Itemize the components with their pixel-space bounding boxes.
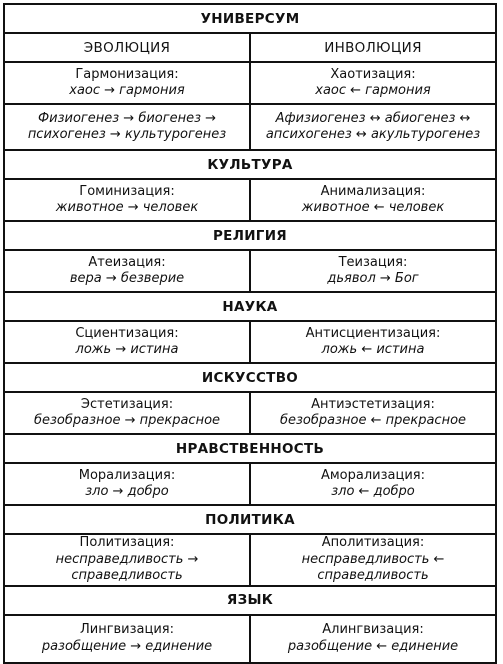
expression: зло ← добро [331,484,415,499]
cell-left [4,250,250,292]
expression: апсихогенез ↔ акультурогенез [265,127,481,142]
cell-right [250,615,496,663]
term: Лингвизация: [79,622,175,637]
term: Сциентизация: [75,325,179,341]
term: Хаотизация: [330,66,416,82]
cell-physiogenesis-chain [4,104,250,150]
term: Теизация: [338,254,408,270]
expression: безобразное ← прекрасное [279,413,467,428]
section-header-science: НАУКА [4,292,496,321]
term: Гармонизация: [75,66,179,82]
term: Атеизация: [88,254,166,270]
cell-left [4,392,250,434]
expression: безобразное → прекрасное [33,413,221,428]
expression: хаос → гармония [69,83,185,98]
section-header-universum: УНИВЕРСУМ [4,4,496,33]
section-header-religion: РЕЛИГИЯ [4,221,496,250]
section-header-morality: НРАВСТВЕННОСТЬ [4,434,496,463]
cell-left [4,321,250,363]
expression: ложь ← истина [321,342,425,357]
expression: животное → человек [55,200,199,215]
table [3,3,497,664]
cell-right [250,534,496,586]
evolution-involution-table [3,3,497,654]
cell-right [250,179,496,221]
expression: вера → безверие [69,271,185,286]
expression: хаос ← гармония [315,83,431,98]
cell-left [4,534,250,586]
expression: дьявол → Бог [327,271,419,286]
term: Аморализация: [320,467,425,483]
column-header-involution: ИНВОЛЮЦИЯ [250,33,496,62]
expression: разобщение ← единение [287,638,459,654]
expression: несправедливость → [55,551,199,567]
cell-right [250,463,496,505]
term: Аполитизация: [321,535,425,550]
cell-left [4,615,250,663]
expression: зло → добро [85,484,169,499]
section-header-culture: КУЛЬТУРА [4,150,496,179]
cell-chaotization [250,62,496,104]
column-header-evolution: ЭВОЛЮЦИЯ [4,33,250,62]
expression: справедливость [317,568,429,583]
term: Морализация: [78,467,176,483]
expression: животное ← человек [301,200,445,215]
section-header-politics: ПОЛИТИКА [4,505,496,534]
cell-right [250,250,496,292]
expression: несправедливость ← [301,551,445,567]
term: Эстетизация: [80,396,174,412]
section-header-language: ЯЗЫК [4,586,496,615]
term: Гоминизация: [79,183,175,199]
expression: разобщение → единение [41,638,213,654]
term: Антиэстетизация: [311,396,435,412]
cell-harmonization [4,62,250,104]
expression: Физиогенез → биогенез → [37,110,217,126]
cell-left [4,179,250,221]
term: Алингвизация: [322,622,424,637]
cell-aphysiogenesis-chain [250,104,496,150]
term: Анимализация: [320,183,426,199]
cell-left [4,463,250,505]
expression: ложь → истина [75,342,179,357]
term: Политизация: [79,535,175,550]
expression: справедливость [71,568,183,583]
section-header-art: ИСКУССТВО [4,363,496,392]
cell-right [250,392,496,434]
cell-right [250,321,496,363]
expression: психогенез → культурогенез [27,127,227,142]
term: Антисциентизация: [305,325,441,341]
expression: Афизиогенез ↔ абиогенез ↔ [275,110,471,126]
